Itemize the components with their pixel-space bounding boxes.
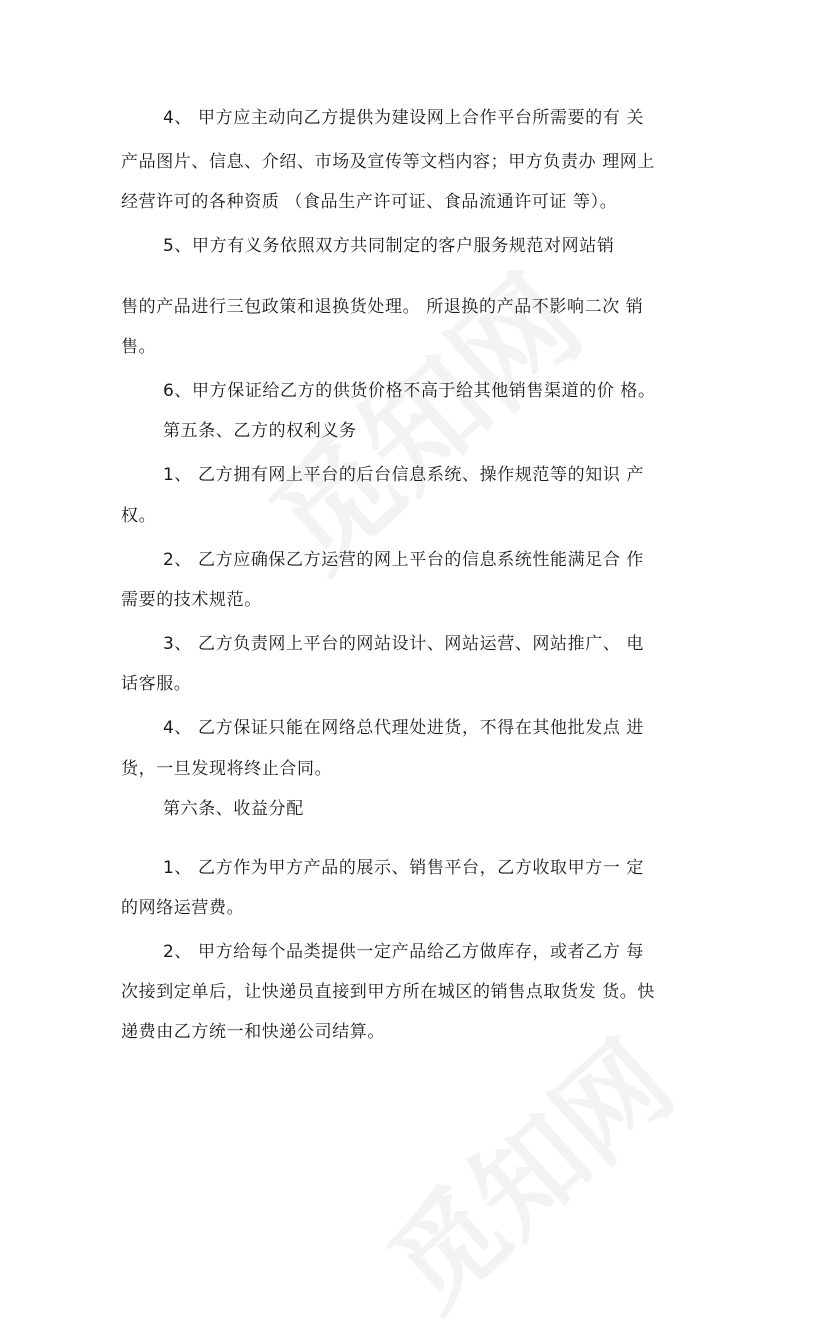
paragraph-line: 货，一旦发现将终止合同。 xyxy=(121,759,333,779)
paragraph-line: 话客服。 xyxy=(121,674,192,694)
watermark xyxy=(350,1000,701,1338)
paragraph-line: 权。 xyxy=(121,506,157,526)
paragraph-line: 6、甲方保证给乙方的供货价格不高于给其他销售渠道的价 格。 xyxy=(163,381,656,401)
paragraph-line: 次接到定单后，让快递员直接到甲方所在城区的销售点取货发 货。快 xyxy=(121,982,656,1002)
paragraph-line: 5、甲方有义务依照双方共同制定的客户服务规范对网站销 xyxy=(163,236,615,256)
watermark xyxy=(229,232,612,601)
paragraph-line: 递费由乙方统一和快递公司结算。 xyxy=(121,1022,385,1042)
paragraph-line: 1、 乙方作为甲方产品的展示、销售平台，乙方收取甲方一 定 xyxy=(163,858,645,878)
paragraph-line: 3、 乙方负责网上平台的网站设计、网站运营、网站推广、 电 xyxy=(163,634,645,654)
paragraph-line: 的网络运营费。 xyxy=(121,898,245,918)
paragraph-line: 经营许可的各种资质 （食品生产许可证、食品流通许可证 等）。 xyxy=(121,192,618,212)
paragraph-line: 4、 甲方应主动向乙方提供为建设网上合作平台所需要的有 关 xyxy=(163,108,645,128)
paragraph-line: 产品图片、信息、介绍、市场及宣传等文档内容；甲方负责办 理网上 xyxy=(121,152,656,172)
paragraph-line: 4、 乙方保证只能在网络总代理处进货，不得在其他批发点 进 xyxy=(163,718,645,738)
section-heading: 第五条、乙方的权利义务 xyxy=(163,421,357,441)
section-heading: 第六条、收益分配 xyxy=(163,799,304,819)
paragraph-line: 售。 xyxy=(121,337,157,357)
paragraph-line: 1、 乙方拥有网上平台的后台信息系统、操作规范等的知识 产 xyxy=(163,465,645,485)
paragraph-line: 售的产品进行三包政策和退换货处理。 所退换的产品不影响二次 销 xyxy=(121,297,644,317)
paragraph-line: 2、 甲方给每个品类提供一定产品给乙方做库存，或者乙方 每 xyxy=(163,942,645,962)
paragraph-line: 需要的技术规范。 xyxy=(121,590,262,610)
paragraph-line: 2、 乙方应确保乙方运营的网上平台的信息系统性能满足合 作 xyxy=(163,550,645,570)
